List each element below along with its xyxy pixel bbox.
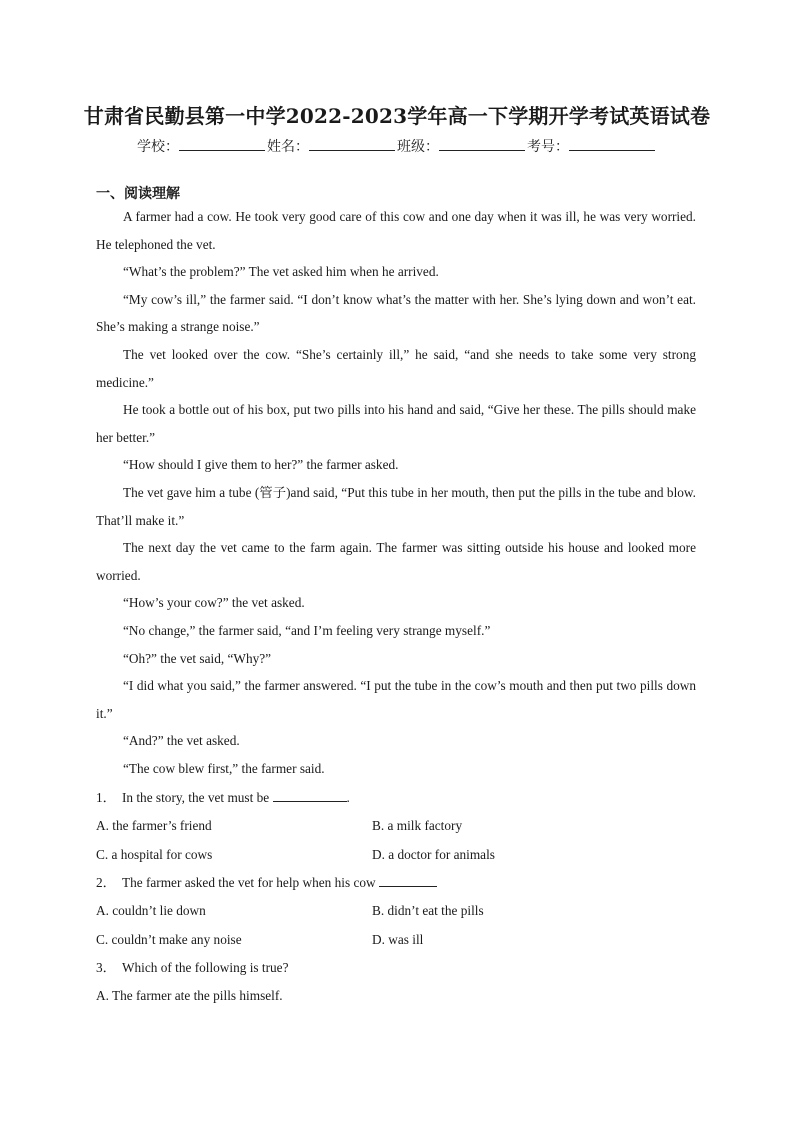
passage-paragraph: “I did what you said,” the farmer answered. “I put the tube in the cow’s mouth and then put two pills down it.” bbox=[96, 678, 696, 721]
question-3 bbox=[96, 954, 696, 982]
option-b[interactable]: B. a milk factory bbox=[372, 818, 463, 833]
question-2 bbox=[96, 869, 696, 897]
options-row bbox=[96, 897, 696, 926]
question-end: . bbox=[346, 790, 350, 805]
questions bbox=[96, 784, 696, 1011]
student-info-line bbox=[0, 136, 794, 156]
class-label: 班级： bbox=[397, 139, 439, 155]
passage-paragraph: “What’s the problem?” The vet asked him when he arrived. bbox=[123, 264, 439, 280]
question-number: 3． bbox=[96, 960, 116, 975]
options-row bbox=[96, 926, 696, 955]
passage-paragraph: The vet looked over the cow. “She’s certainly ill,” he said, “and she needs to take some very strong medicine.” bbox=[96, 346, 696, 390]
options-row bbox=[96, 841, 696, 870]
answer-blank[interactable] bbox=[379, 874, 437, 887]
name-field[interactable] bbox=[309, 136, 395, 151]
passage-paragraph: “How should I give them to her?” the farmer asked. bbox=[123, 457, 399, 473]
passage-paragraph: “Oh?” the vet said, “Why?” bbox=[123, 650, 272, 666]
school-label: 学校： bbox=[137, 139, 179, 155]
passage-paragraph: The vet gave him a tube (管子)and said, “Put this tube in her mouth, then put the pills in the tube and blow. That’ll make it.” bbox=[96, 484, 696, 528]
passage-paragraph: He took a bottle out of his box, put two pills into his hand and said, “Give her these. The pills should make her better.” bbox=[96, 402, 696, 445]
option-d[interactable]: D. was ill bbox=[372, 931, 424, 947]
option-a[interactable]: A. the farmer’s friend bbox=[96, 818, 212, 833]
passage-paragraph: The next day the vet came to the farm again. The farmer was sitting outside his house and looked more worried. bbox=[96, 540, 696, 583]
question-stem: The farmer asked the vet for help when his cow bbox=[121, 875, 376, 890]
passage-paragraph: “No change,” the farmer said, “and I’m feeling very strange myself.” bbox=[123, 622, 491, 638]
school-field[interactable] bbox=[179, 136, 265, 151]
passage-paragraph: “The cow blew first,” the farmer said. bbox=[123, 760, 325, 776]
exam-title: 甘肃省民勤县第一中学2022-2023学年高一下学期开学考试英语试卷 bbox=[83, 104, 711, 128]
passage-paragraph: A farmer had a cow. He took very good care of this cow and one day when it was ill, he was very worried. He telephoned the vet. bbox=[96, 209, 696, 252]
option-c[interactable]: C. couldn’t make any noise bbox=[96, 931, 242, 947]
options-row bbox=[96, 812, 696, 841]
option-d[interactable]: D. a doctor for animals bbox=[372, 846, 495, 862]
number-label: 考号： bbox=[527, 139, 569, 155]
number-field[interactable] bbox=[569, 136, 655, 151]
name-label: 姓名： bbox=[267, 139, 309, 155]
reading-passage bbox=[96, 203, 696, 782]
option-a[interactable]: A. The farmer ate the pills himself. bbox=[96, 988, 283, 1003]
question-stem: Which of the following is true? bbox=[121, 960, 289, 975]
question-number: 2． bbox=[96, 875, 116, 890]
option-b[interactable]: B. didn’t eat the pills bbox=[372, 903, 484, 918]
question-stem: In the story, the vet must be bbox=[121, 790, 270, 805]
passage-paragraph: “My cow’s ill,” the farmer said. “I don’t know what’s the matter with her. She’s lying down and won’t eat. She’s making a strange noise.” bbox=[96, 291, 696, 335]
question-number: 1． bbox=[96, 790, 116, 805]
question-1 bbox=[96, 784, 696, 812]
passage-paragraph: “How’s your cow?” the vet asked. bbox=[123, 595, 305, 611]
option-a[interactable]: A. couldn’t lie down bbox=[96, 903, 206, 918]
class-field[interactable] bbox=[439, 136, 525, 151]
passage-paragraph: “And?” the vet asked. bbox=[123, 733, 240, 749]
section-heading: 一、阅读理解 bbox=[96, 186, 180, 202]
options-row bbox=[96, 982, 696, 1011]
option-c[interactable]: C. a hospital for cows bbox=[96, 846, 213, 862]
answer-blank[interactable] bbox=[273, 789, 347, 802]
